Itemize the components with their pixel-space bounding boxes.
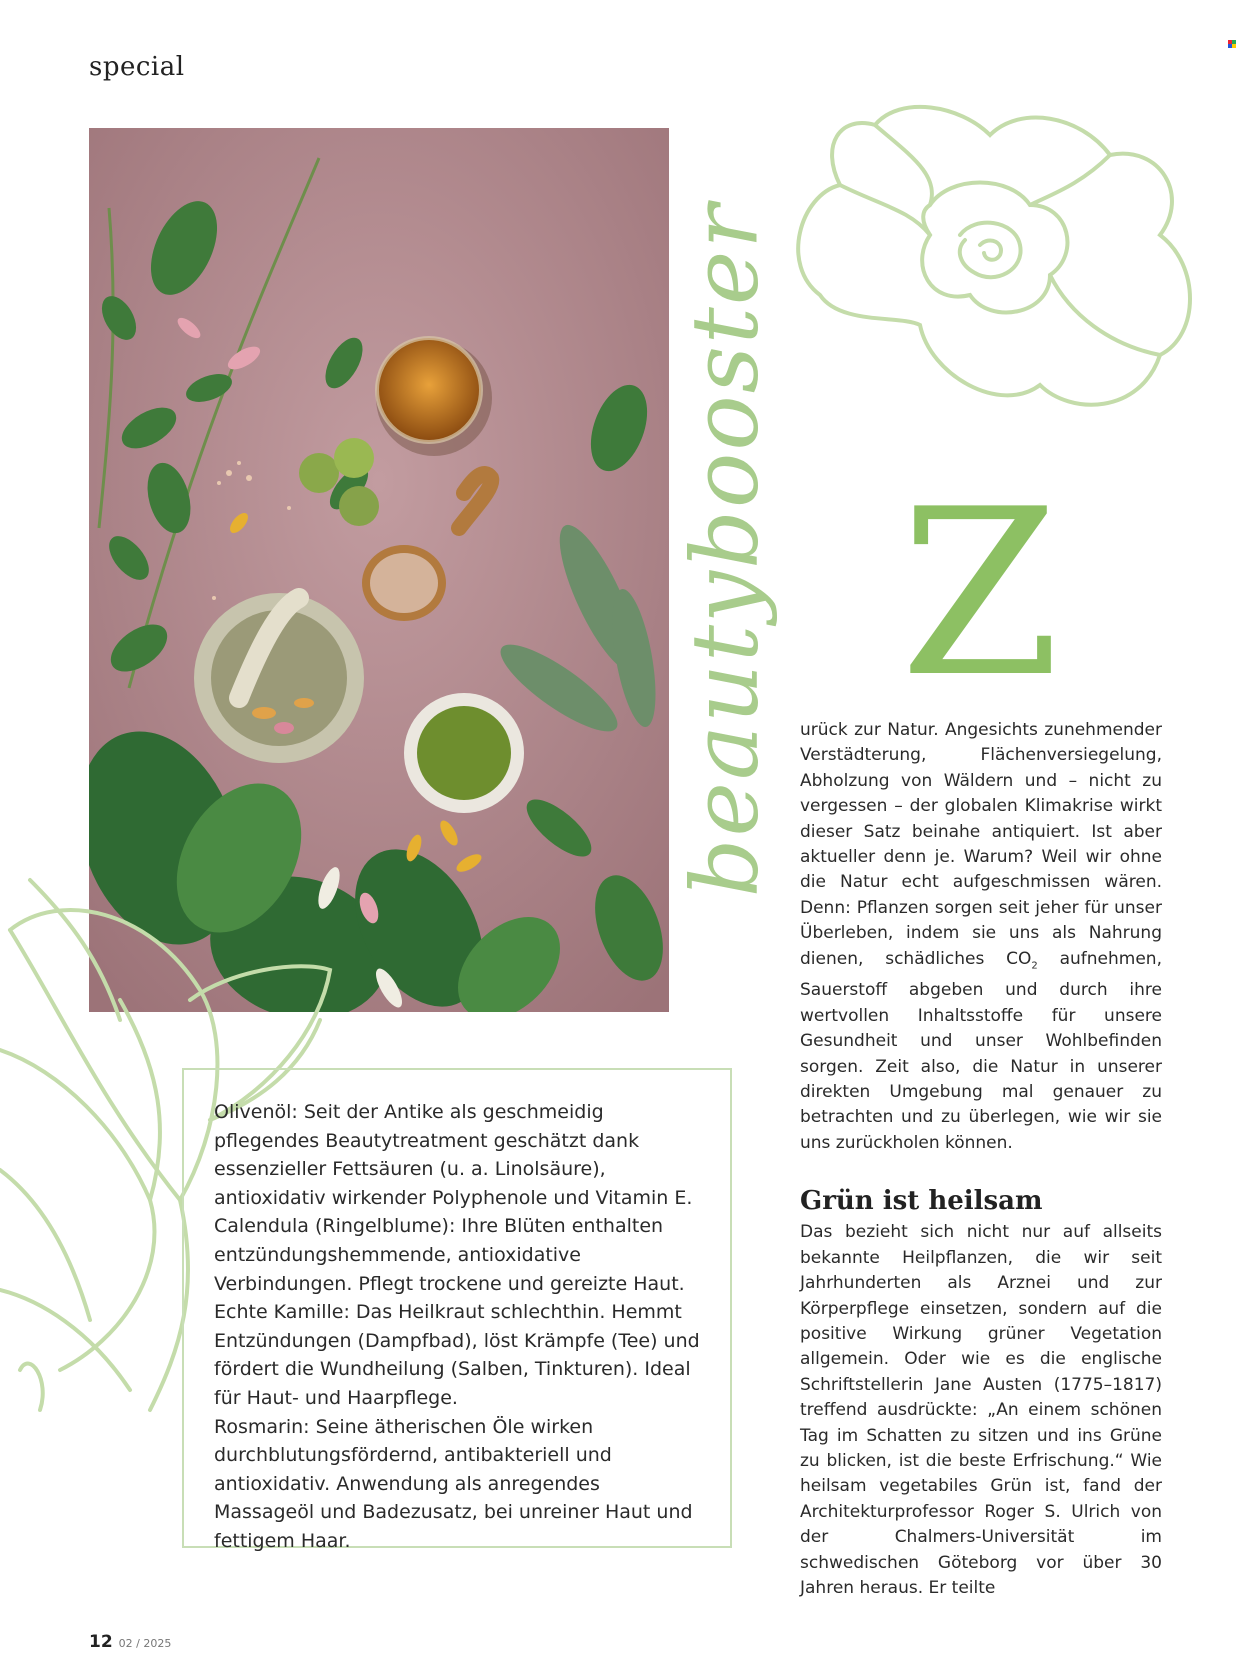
info-item-calendula: Calendula (Ringelblume): Ihre Blüten enthalten entzündungshemmende, antioxidative Verbindungen. Pflegt trockene und gereizte Haut.	[214, 1215, 685, 1295]
section-label: special	[89, 52, 185, 82]
issue-label: 02 / 2025	[118, 1637, 172, 1650]
info-item-rosemary: Rosmarin: Seine ätherischen Öle wirken durchblutungsfördernd, antibakteriell und antioxidativ. Anwendung als anregendes Massageöl und Badezusatz, bei unreiner Haut und fettigem Haar.	[214, 1415, 693, 1552]
page-number: 12	[89, 1632, 113, 1652]
second-paragraph: Das bezieht sich nicht nur auf allseits bekannte Heilpflanzen, die wir seit Jahrhunderten als Arznei und zur Körperpflege einsetzen, sondern auf die positive Wirkung grüner Vegetation allgemein. Oder wie es die englische Schriftstellerin Jane Austen (1775–1817) treffend ausdrückte: „An einem schönen Tag im Schatten zu sitzen und ins Grüne zu blicken, ist die beste Erfrischung.“ Wie heilsam vegetabiles Grün ist, fand der Architekturprofessor Roger S. Ulrich von der Chalmers-Universität im schwedischen Göteborg vor über 30 Jahren heraus. Er teilte	[800, 1222, 1162, 1598]
ingredients-info-box	[182, 1068, 732, 1552]
dropcap-letter: Z	[900, 461, 1060, 728]
subheading: Grün ist heilsam	[800, 1186, 1043, 1217]
page-footer	[89, 1632, 171, 1652]
rose-line-art	[780, 95, 1200, 445]
intro-paragraph: urück zur Natur. Angesichts zunehmender Verstädterung, Flächenversiegelung, Abholzung von Wäldern und – nicht zu vergessen – der globalen Klimakrise wirkt dieser Satz beinahe antiquiert. Ist aber aktueller denn je. Warum? Weil wir ohne die Natur echt aufgeschmissen wären. Denn: Pflanzen sorgen seit jeher für unser Überleben, indem sie uns als Nahrung dienen, schädliches $CO_2$ aufnehmen, Sauerstoff abgeben und durch ihre wertvollen Inhaltsstoffe für unsere Gesundheit und unser Wohlbefinden sorgen. Zeit also, die Natur in unserer direkten Umgebung mal genauer zu betrachten und zu überlegen, wie wir sie uns zurückholen können.	[800, 720, 1162, 1153]
color-mark	[1228, 33, 1236, 41]
article-body	[800, 718, 1162, 1601]
info-item-chamomile: Echte Kamille: Das Heilkraut schlechthin. Hemmt Entzündungen (Dampfbad), löst Krämpfe (Tee) und fördert die Wundheilung (Salben, Tinkturen). Ideal für Haut- und Haarpflege.	[214, 1301, 700, 1409]
info-item-olive-oil: Olivenöl: Seit der Antike als geschmeidig pflegendes Beautytreatment geschätzt dank essenzieller Fettsäuren (u. a. Linolsäure), antioxidativ wirkender Polyphenole und Vitamin E.	[214, 1101, 693, 1209]
beautybooster-script-title: beautybooster	[671, 202, 779, 898]
